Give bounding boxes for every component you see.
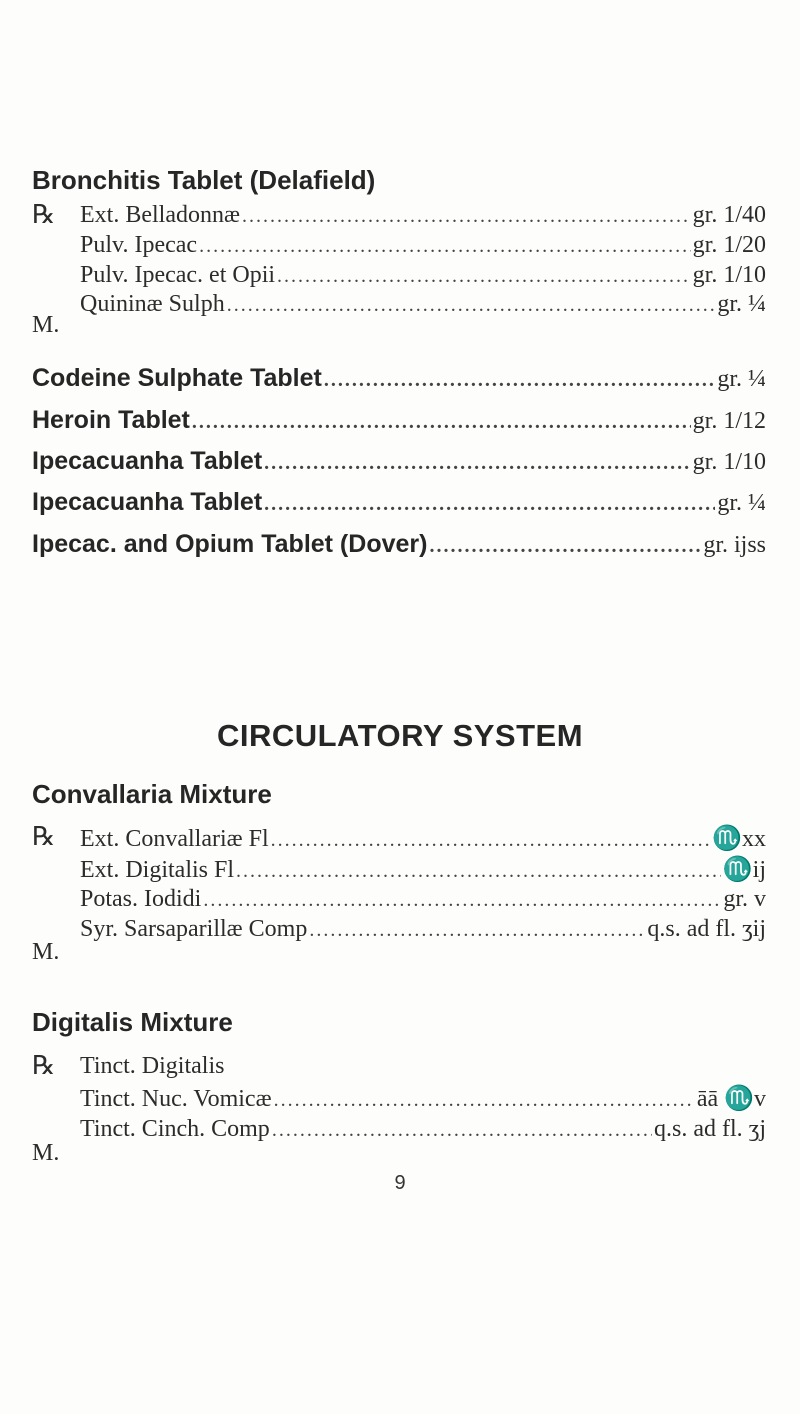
tablet-row (32, 406, 766, 440)
ingredient-dose: gr. ¼ (717, 291, 766, 317)
tablet-dose: gr. ijss (703, 532, 766, 558)
page-number: 9 (394, 1172, 406, 1194)
ingredient-row (80, 232, 766, 262)
ingredient-row (80, 916, 766, 946)
ingredient-dose: gr. 1/10 (692, 262, 766, 288)
ingredient-name: Potas. Iodidi (80, 886, 202, 912)
ingredient-row (80, 1084, 766, 1114)
ingredient-name: Syr. Sarsaparillæ Comp (80, 916, 308, 942)
dot-leader (309, 919, 645, 942)
misce-label: M. (32, 312, 60, 338)
dot-leader (242, 205, 691, 228)
ingredient-dose: q.s. ad fl. ʒij (647, 916, 766, 942)
tablet-name: Ipecac. and Opium Tablet (Dover) (32, 530, 428, 558)
tablet-row (32, 488, 766, 522)
ingredient-name: Ext. Digitalis Fl (80, 857, 235, 883)
dot-leader (264, 493, 715, 516)
dot-leader (203, 889, 721, 912)
ingredient-dose: q.s. ad fl. ʒj (654, 1116, 766, 1142)
ingredient-dose: ♏xx (712, 826, 766, 852)
tablet-dose: gr. 1/10 (692, 449, 766, 475)
tablet-row (32, 447, 766, 481)
ingredient-row (80, 1116, 766, 1146)
ingredient-row (80, 291, 766, 321)
ingredient-row (80, 1053, 766, 1083)
ingredient-name: Ext. Convallariæ Fl (80, 826, 269, 852)
dot-leader (236, 860, 721, 883)
ingredient-row (80, 262, 766, 292)
ingredient-name: Quininæ Sulph (80, 291, 225, 317)
dot-leader (227, 294, 716, 317)
ingredient-dose: ♏ij (722, 857, 766, 883)
dot-leader (272, 1119, 652, 1142)
dot-leader (199, 235, 691, 258)
ingredient-name: Tinct. Nuc. Vomicæ (80, 1086, 272, 1112)
dot-leader (264, 452, 690, 475)
tablet-dose: gr. ¼ (717, 366, 766, 392)
misce-label: M. (32, 1140, 60, 1166)
dot-leader (274, 1089, 695, 1112)
tablet-dose: gr. 1/12 (692, 408, 766, 434)
tablet-name: Heroin Tablet (32, 406, 190, 434)
tablet-row (32, 364, 766, 398)
ingredient-name: Ext. Belladonnæ (80, 202, 240, 228)
ingredient-name: Pulv. Ipecac (80, 232, 198, 258)
rx-symbol: ℞ (32, 1051, 56, 1080)
tablet-name: Ipecacuanha Tablet (32, 488, 263, 516)
tablet-name: Ipecacuanha Tablet (32, 447, 263, 475)
ingredient-dose: āā ♏v (696, 1086, 766, 1112)
ingredient-row (80, 855, 766, 885)
ingredient-row (80, 202, 766, 232)
dot-leader (271, 829, 710, 852)
bronchitis-title: Bronchitis Tablet (Delafield) (32, 165, 376, 195)
ingredient-dose: gr. v (723, 886, 766, 912)
rx-symbol: ℞ (32, 822, 56, 851)
section-title: CIRCULATORY SYSTEM (216, 718, 584, 753)
dot-leader (429, 535, 701, 558)
dot-leader (277, 265, 691, 288)
tablet-row (32, 530, 766, 564)
ingredient-row (80, 886, 766, 916)
convallaria-title: Convallaria Mixture (32, 779, 272, 809)
tablet-name: Codeine Sulphate Tablet (32, 364, 322, 392)
ingredient-name: Tinct. Digitalis (80, 1053, 225, 1079)
ingredient-row (80, 824, 766, 854)
digitalis-title: Digitalis Mixture (32, 1007, 233, 1037)
rx-symbol: ℞ (32, 200, 56, 229)
tablet-dose: gr. ¼ (717, 490, 766, 516)
ingredient-dose: gr. 1/40 (692, 202, 766, 228)
dot-leader (324, 369, 715, 392)
misce-label: M. (32, 939, 60, 965)
dot-leader (192, 411, 691, 434)
ingredient-dose: gr. 1/20 (692, 232, 766, 258)
ingredient-name: Tinct. Cinch. Comp (80, 1116, 270, 1142)
ingredient-name: Pulv. Ipecac. et Opii (80, 262, 276, 288)
